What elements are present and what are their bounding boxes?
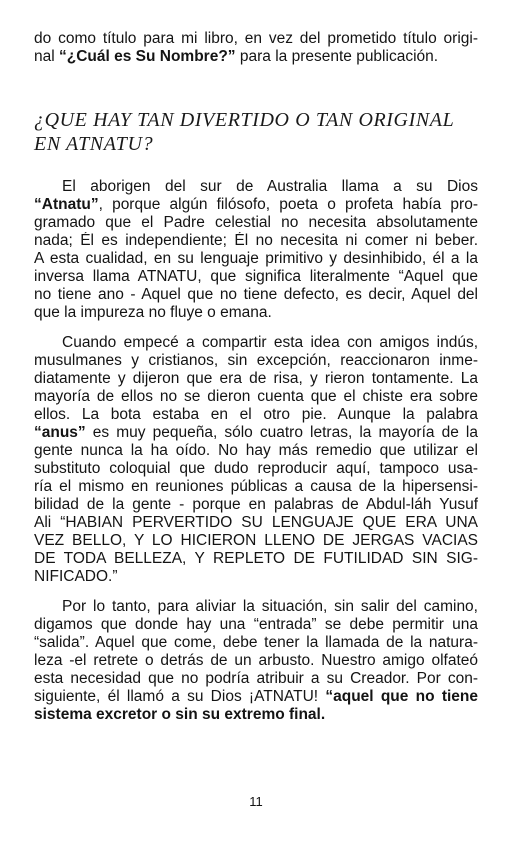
intro-paragraph bbox=[34, 30, 478, 66]
section-heading bbox=[34, 108, 478, 156]
text-line: musulmanes y cristianos, sin excepción, reaccionaron inme- bbox=[34, 352, 478, 369]
text-line: “anus” es muy pequeña, sólo cuatro letras, la mayoría de la bbox=[34, 424, 478, 441]
text-line: inversa llama ATNATU, que significa literalmente “Aquel que bbox=[34, 268, 478, 285]
paragraph-2 bbox=[34, 334, 478, 586]
text-line: diatamente y dijeron que era de risa, y rieron tontamente. La bbox=[34, 370, 478, 387]
text-line: mayoría de ellos no se dieron cuenta que el chiste era sobre bbox=[34, 388, 478, 405]
heading-line: EN ATNATU? bbox=[34, 133, 154, 155]
text-line: siguiente, él llamó a su Dios ¡ATNATU! “aquel que no tiene bbox=[34, 688, 478, 705]
text-line: esta necesidad que no podría atribuir a su Creador. Por con- bbox=[34, 670, 478, 687]
text-line: ría el mismo en reuniones públicas a causa de la hipersensi- bbox=[34, 478, 478, 495]
paragraph-1 bbox=[34, 178, 478, 322]
text-line: digamos que donde hay una “entrada” se debe permitir una bbox=[34, 616, 478, 633]
text-line: ellos. La bota estaba en el otro pie. Aunque la palabra bbox=[34, 406, 478, 423]
text-line: Por lo tanto, para aliviar la situación, sin salir del camino, bbox=[62, 598, 478, 615]
closing-emphasis: “aquel que no tiene bbox=[325, 688, 478, 705]
anus-emphasis: “anus” bbox=[34, 424, 86, 441]
heading-line: ¿QUE HAY TAN DIVERTIDO O TAN ORIGINAL bbox=[34, 109, 455, 131]
text-line: Ali “HABIAN PERVERTIDO SU LENGUAJE QUE ERA UNA bbox=[34, 514, 478, 531]
paragraph-3 bbox=[34, 598, 478, 724]
text-line: “Atnatu”, porque algún filósofo, poeta o profeta había pro- bbox=[34, 196, 478, 213]
text-line: Cuando empecé a compartir esta idea con amigos indús, bbox=[62, 334, 478, 351]
text-line: nal “¿Cuál es Su Nombre?” para la presente publicación. bbox=[34, 48, 439, 65]
text-line: do como título para mi libro, en vez del prometido título origi- bbox=[34, 30, 478, 47]
text-line: El aborigen del sur de Australia llama a su Dios bbox=[62, 178, 478, 195]
text-line: que la impureza no fluye o emana. bbox=[34, 304, 272, 321]
text-line: substituto coloquial que dudo reproducir aquí, tampoco usa- bbox=[34, 460, 478, 477]
book-page bbox=[34, 30, 478, 724]
closing-emphasis: sistema excretor o sin su extremo final. bbox=[34, 706, 326, 723]
text-line: A esta cualidad, en su lenguaje primitivo y desinhibido, él a la bbox=[34, 250, 478, 267]
text-line: leza -el retrete o detrás de un arbusto. Nuestro amigo olfateó bbox=[34, 652, 478, 669]
text-line: nada; Él es independiente; Él no necesita ni comer ni beber. bbox=[34, 232, 478, 249]
atnatu-emphasis: “Atnatu” bbox=[34, 196, 99, 213]
text-line: NIFICADO.” bbox=[34, 568, 118, 585]
text-line: “salida”. Aquel que come, debe tener la llamada de la natura- bbox=[34, 634, 478, 651]
text-line: bilidad de la gente - porque en palabras de Abdul-láh Yusuf bbox=[34, 496, 478, 513]
text-line: gente nunca la ha oído. No hay más remedio que utilizar el bbox=[34, 442, 478, 459]
text-line: DE TODA BELLEZA, Y REPLETO DE FUTILIDAD SIN SIG- bbox=[34, 550, 478, 567]
text-line: VEZ BELLO, Y LO HICIERON LLENO DE JERGAS VACIAS bbox=[34, 532, 478, 549]
page-number: 11 bbox=[249, 794, 263, 809]
text-line: gramado que el Padre celestial no necesita absolutamente bbox=[34, 214, 478, 231]
text-line bbox=[34, 706, 478, 724]
book-title-emphasis: “¿Cuál es Su Nombre?” bbox=[59, 48, 236, 65]
text-line: no tiene ano - Aquel que no tiene defecto, es decir, Aquel del bbox=[34, 286, 478, 303]
